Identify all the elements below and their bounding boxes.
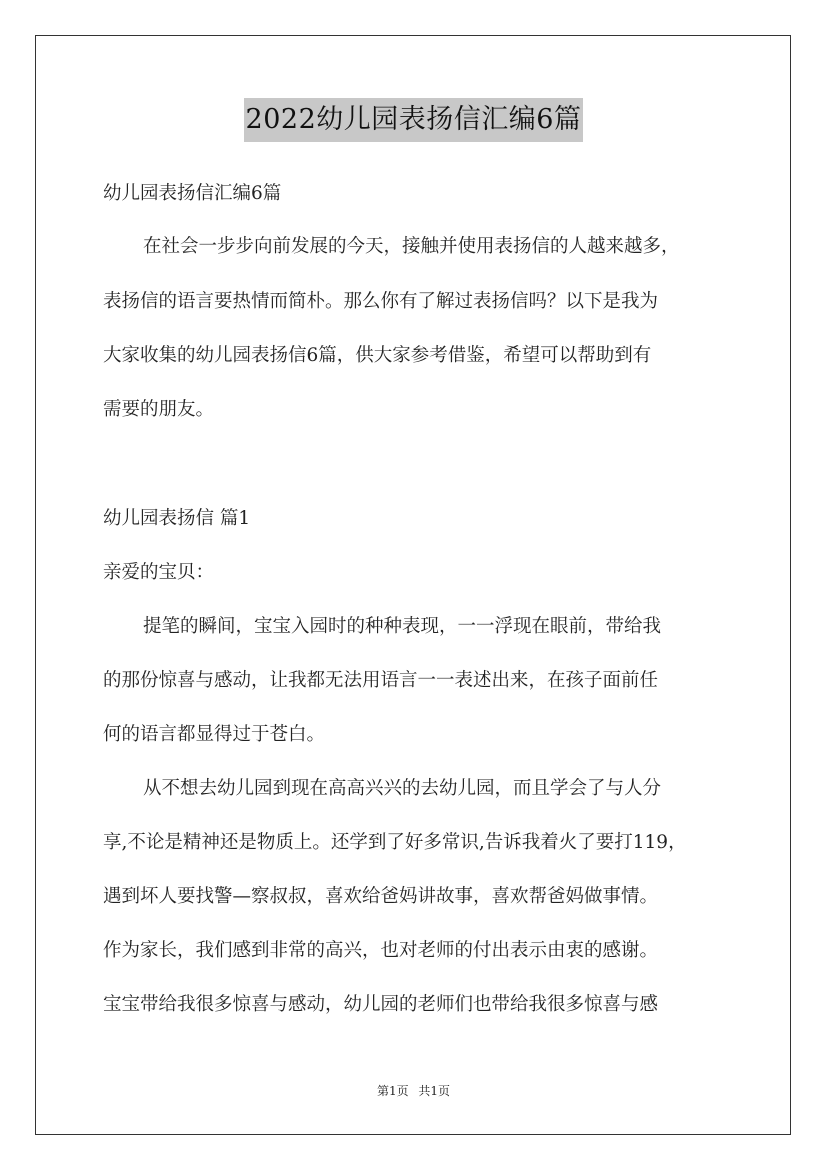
- salutation: 亲爱的宝贝：: [103, 562, 215, 583]
- paragraph-line: 作为家长，我们感到非常的高兴，也对老师的付出表示由衷的感谢。: [103, 940, 659, 961]
- paragraph-line: 宝宝带给我很多惊喜与感动，幼儿园的老师们也带给我很多惊喜与感: [103, 994, 659, 1015]
- page-total: 共1页: [418, 1084, 451, 1098]
- document-title: 2022幼儿园表扬信汇编6篇: [244, 98, 584, 142]
- section-heading: 幼儿园表扬信 篇1: [103, 508, 251, 529]
- intro-line: 大家收集的幼儿园表扬信6篇，供大家参考借鉴，希望可以帮助到有: [103, 345, 652, 366]
- intro-line: 在社会一步步向前发展的今天，接触并使用表扬信的人越来越多，: [143, 236, 680, 257]
- paragraph-line: 提笔的瞬间，宝宝入园时的种种表现，一一浮现在眼前，带给我: [143, 616, 662, 637]
- page-number: 第1页: [376, 1084, 409, 1098]
- paragraph-line: 从不想去幼儿园到现在高高兴兴的去幼儿园，而且学会了与人分: [143, 778, 662, 799]
- intro-line: 需要的朋友。: [103, 399, 215, 420]
- paragraph-line: 何的语言都显得过于苍白。: [103, 724, 326, 745]
- intro-line: 表扬信的语言要热情而简朴。那么你有了解过表扬信吗？以下是我为: [103, 291, 659, 312]
- page-footer: [0, 1082, 827, 1099]
- paragraph-line: 遇到坏人要找警—察叔叔，喜欢给爸妈讲故事，喜欢帮爸妈做事情。: [103, 886, 659, 907]
- paragraph-line: 的那份惊喜与感动，让我都无法用语言一一表述出来，在孩子面前任: [103, 670, 659, 691]
- title-container: [0, 98, 827, 142]
- subtitle: 幼儿园表扬信汇编6篇: [103, 183, 282, 204]
- paragraph-line: 享,不论是精神还是物质上。还学到了好多常识,告诉我着火了要打119，: [103, 832, 687, 853]
